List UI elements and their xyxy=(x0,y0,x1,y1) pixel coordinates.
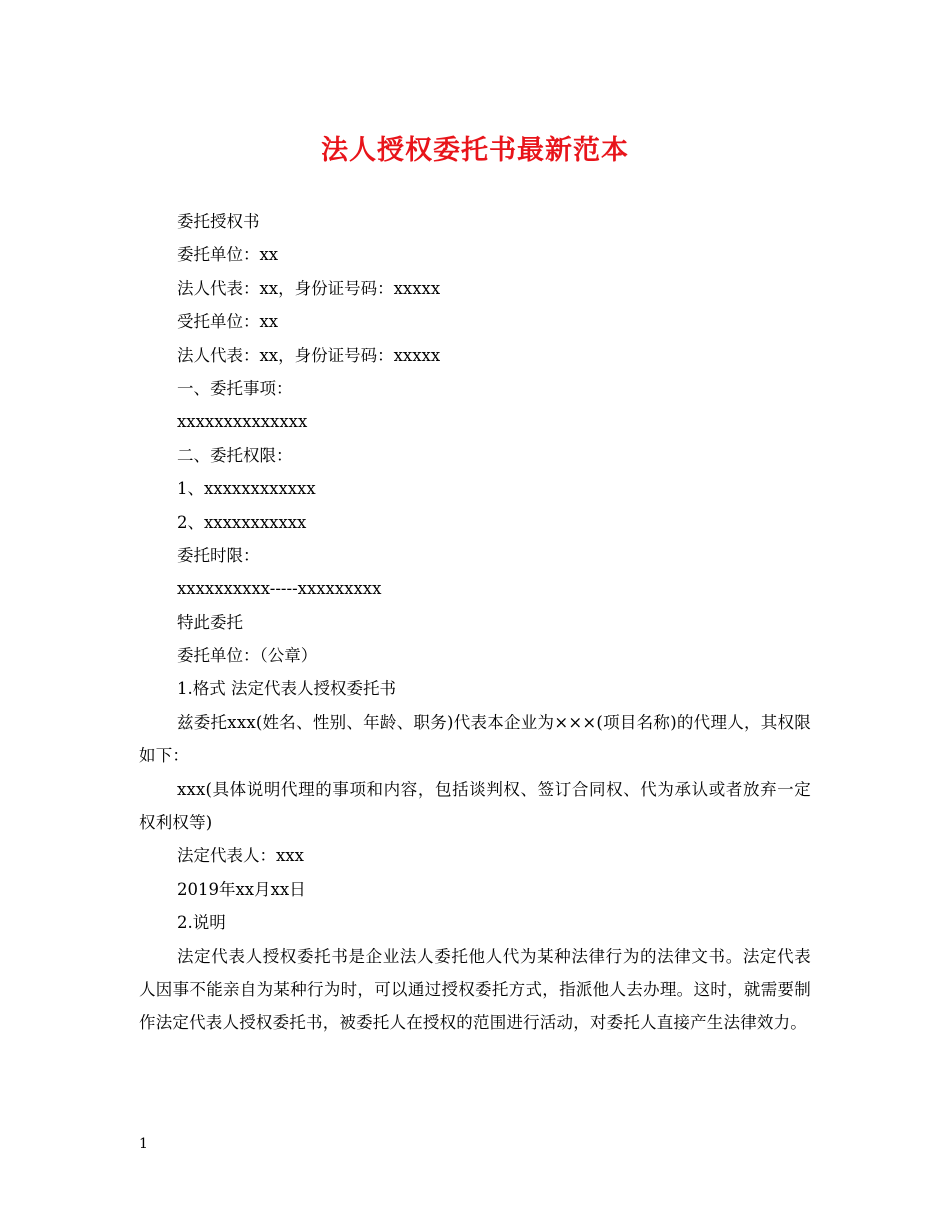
section-authority-heading: 二、委托权限： xyxy=(177,445,293,465)
explanation-paragraph: 法定代表人授权委托书是企业法人委托他人代为某种法律行为的法律文书。法定代表人因事不能亲自为某种行为时，可以通过授权委托方式，指派他人去办理。这时，就需要制作法定代表人授权委托书，被委托人在授权的范围进行活动，对委托人直接产生法律效力。 xyxy=(139,946,811,1033)
authority-item-2: 2、xxxxxxxxxxx xyxy=(177,512,307,532)
matters-content: xxxxxxxxxxxxxx xyxy=(177,412,308,432)
agent-unit-line: 受托单位：xx xyxy=(177,312,279,332)
authority-item-1: 1、xxxxxxxxxxxx xyxy=(177,479,316,499)
document-body xyxy=(139,205,811,1040)
authority-detail-paragraph: xxx(具体说明代理的事项和内容，包括谈判权、签订合同权、代为承认或者放弃一定权利权等) xyxy=(139,779,811,833)
agent-legal-rep-line: 法人代表：xx，身份证号码：xxxxx xyxy=(177,345,441,365)
term-content: xxxxxxxxxx-----xxxxxxxxx xyxy=(177,579,382,599)
page-number: 1 xyxy=(139,1136,148,1152)
section-matters-heading: 一、委托事项： xyxy=(177,378,293,398)
format-heading: 1.格式 法定代表人授权委托书 xyxy=(177,679,396,699)
principal-unit-line: 委托单位：xx xyxy=(177,245,279,265)
doc-heading: 委托授权书 xyxy=(177,212,260,231)
explanation-heading: 2.说明 xyxy=(177,913,226,933)
signer-line: 法定代表人：xxx xyxy=(177,846,304,866)
principal-legal-rep-line: 法人代表：xx，身份证号码：xxxxx xyxy=(177,278,441,298)
authorization-paragraph: 兹委托xxx(姓名、性别、年龄、职务)代表本企业为×××(项目名称)的代理人，其权限如下： xyxy=(139,712,811,766)
date-line: 2019年xx月xx日 xyxy=(177,879,306,899)
term-heading: 委托时限： xyxy=(177,545,260,565)
page-title: 法人授权委托书最新范本 xyxy=(321,135,629,166)
closing-line: 特此委托 xyxy=(177,612,243,632)
seal-line: 委托单位：（公章） xyxy=(177,646,318,666)
